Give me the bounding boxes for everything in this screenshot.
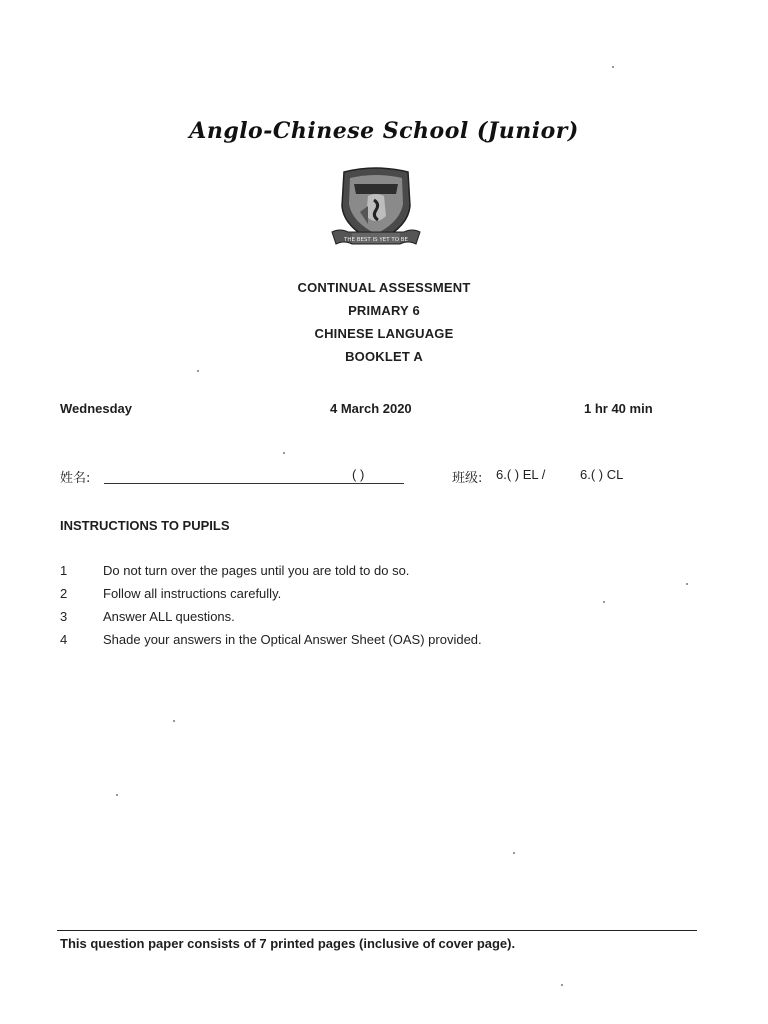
name-field[interactable]	[104, 483, 404, 484]
title-level: PRIMARY 6	[348, 303, 420, 318]
scan-speck	[612, 66, 614, 68]
exam-date: 4 March 2020	[330, 401, 412, 416]
title-assessment: CONTINUAL ASSESSMENT	[297, 280, 471, 295]
instructions-list	[60, 563, 700, 655]
list-item	[60, 563, 700, 586]
scan-speck	[513, 852, 515, 854]
instruction-text: Shade your answers in the Optical Answer Sheet (OAS) provided.	[103, 632, 482, 647]
exam-titles	[0, 276, 768, 368]
instructions-heading: INSTRUCTIONS TO PUPILS	[60, 518, 230, 533]
scan-speck	[116, 794, 118, 796]
instruction-number: 4	[60, 632, 68, 647]
name-label: 姓名:	[60, 471, 91, 486]
exam-duration: 1 hr 40 min	[584, 401, 653, 416]
instruction-text: Follow all instructions carefully.	[103, 586, 282, 601]
scan-speck	[561, 984, 563, 986]
instruction-number: 3	[60, 609, 68, 624]
scan-speck	[686, 583, 688, 585]
scan-speck	[603, 601, 605, 603]
instruction-number: 1	[60, 563, 68, 578]
list-item	[60, 586, 700, 609]
list-item	[60, 609, 700, 632]
scan-speck	[283, 452, 285, 454]
exam-day: Wednesday	[60, 401, 133, 416]
scan-speck	[173, 720, 175, 722]
footer-divider	[57, 930, 697, 931]
school-crest-icon	[330, 166, 422, 256]
name-class-row	[60, 467, 720, 489]
list-item	[60, 632, 700, 655]
title-subject: CHINESE LANGUAGE	[314, 326, 454, 341]
title-booklet: BOOKLET A	[345, 349, 423, 364]
class-el-field[interactable]: 6.( ) EL /	[496, 467, 546, 482]
instruction-text: Do not turn over the pages until you are told to do so.	[103, 563, 410, 578]
register-number-field[interactable]: ( )	[352, 467, 365, 482]
crest-motto: THE BEST IS YET TO BE	[343, 237, 409, 243]
instruction-number: 2	[60, 586, 68, 601]
school-name: Anglo-Chinese School (Junior)	[189, 118, 579, 144]
class-label: 班级:	[452, 471, 483, 486]
scan-speck	[197, 370, 199, 372]
instruction-text: Answer ALL questions.	[103, 609, 235, 624]
class-cl-field[interactable]: 6.( ) CL	[580, 467, 624, 482]
page-count-note: This question paper consists of 7 printed pages (inclusive of cover page).	[60, 936, 516, 951]
